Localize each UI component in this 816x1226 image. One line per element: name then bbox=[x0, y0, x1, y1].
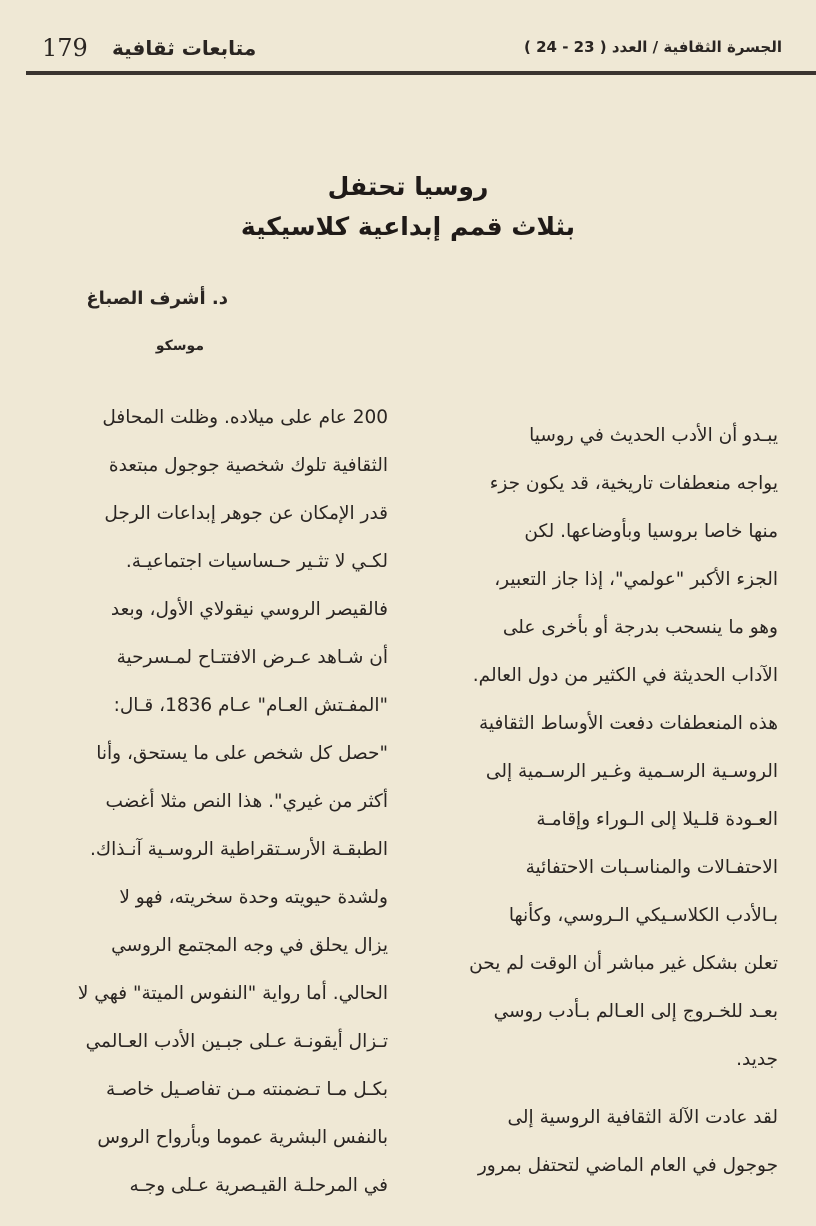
text-line: بعـد للخـروج إلى العـالم بـأدب روسي bbox=[493, 1001, 778, 1022]
text-line: ولشدة حيويته وحدة سخريته، فهو لا bbox=[119, 887, 388, 908]
text-line: جديد. bbox=[736, 1049, 778, 1070]
text-line: يواجه منعطفات تاريخية، قد يكون جزء bbox=[489, 473, 778, 494]
text-line: يبـدو أن الأدب الحديث في روسيا bbox=[529, 425, 778, 446]
text-line: يزال يحلق في وجه المجتمع الروسي bbox=[111, 935, 388, 956]
text-line: في المرحلـة القيـصرية عـلى وجـه bbox=[129, 1175, 388, 1196]
section-name: متابعات ثقافية bbox=[112, 36, 257, 60]
text-line: الروسـية الرسـمية وغـير الرسـمية إلى bbox=[485, 761, 778, 782]
text-line: جوجول في العام الماضي لتحتفل بمرور bbox=[477, 1155, 778, 1176]
text-line: منها خاصا بروسيا وبأوضاعها. لكن bbox=[524, 521, 778, 542]
left-column bbox=[32, 394, 388, 1210]
text-line: تـزال أيقونـة عـلى جبـين الأدب العـالمي bbox=[85, 1031, 388, 1052]
header-rule bbox=[26, 71, 816, 75]
right-column bbox=[438, 412, 778, 1190]
text-line: تعلن بشكل غير مباشر أن الوقت لم يحن bbox=[469, 953, 778, 974]
text-line: لكـي لا تثـير حـساسيات اجتماعيـة. bbox=[125, 551, 388, 572]
text-line: أكثر من غيري". هذا النص مثلا أغضب bbox=[105, 791, 388, 812]
text-line: قدر الإمكان عن جوهر إبداعات الرجل bbox=[104, 503, 388, 524]
journal-issue: الجسرة الثقافية / العدد ( 23 - 24 ) bbox=[524, 38, 782, 56]
text-line: هذه المنعطفات دفعت الأوساط الثقافية bbox=[479, 713, 778, 734]
text-line: العـودة قلـيلا إلى الـوراء وإقامـة bbox=[536, 809, 778, 830]
text-line: الحالي. أما رواية "النفوس الميتة" فهي لا bbox=[77, 983, 388, 1004]
text-line: الثقافية تلوك شخصية جوجول مبتعدة bbox=[108, 455, 388, 476]
text-line: "المفـتش العـام" عـام 1836، قـال: bbox=[113, 695, 388, 716]
text-line: بالنفس البشرية عموما وبأرواح الروس bbox=[97, 1127, 388, 1148]
dateline-city: موسكو bbox=[155, 338, 204, 354]
text-line: وهو ما ينسحب بدرجة أو بأخرى على bbox=[502, 617, 778, 638]
page-header bbox=[0, 0, 816, 80]
article-title-line1: روسيا تحتفل bbox=[327, 172, 489, 201]
text-line: بـالأدب الكلاسـيكي الـروسي، وكأنها bbox=[508, 905, 778, 926]
text-line: أن شـاهد عـرض الافتتـاح لمـسرحية bbox=[116, 647, 388, 668]
article-title-line2: بثلاث قمم إبداعية كلاسيكية bbox=[240, 212, 576, 241]
text-line: لقد عادت الآلة الثقافية الروسية إلى bbox=[507, 1107, 778, 1128]
text-line: الطبقـة الأرسـتقراطية الروسـية آنـذاك. bbox=[90, 839, 388, 860]
page-number: 179 bbox=[42, 34, 88, 62]
text-line: بكـل مـا تـضمنته مـن تفاصـيل خاصـة bbox=[106, 1079, 388, 1100]
text-line: الجزء الأكبر "عولمي"، إذا جاز التعبير، bbox=[494, 569, 778, 590]
paragraph-gap bbox=[438, 1084, 778, 1094]
text-line: الاحتفـالات والمناسـبات الاحتفائية bbox=[525, 857, 778, 878]
text-line: فالقيصر الروسي نيقولاي الأول، وبعد bbox=[110, 599, 388, 620]
text-line: الآداب الحديثة في الكثير من دول العالم. bbox=[472, 665, 778, 686]
author-name: د. أشرف الصباغ bbox=[86, 288, 228, 309]
text-line: "حصل كل شخص على ما يستحق، وأنا bbox=[96, 743, 388, 764]
text-line: 200 عام على ميلاده. وظلت المحافل bbox=[102, 407, 388, 428]
